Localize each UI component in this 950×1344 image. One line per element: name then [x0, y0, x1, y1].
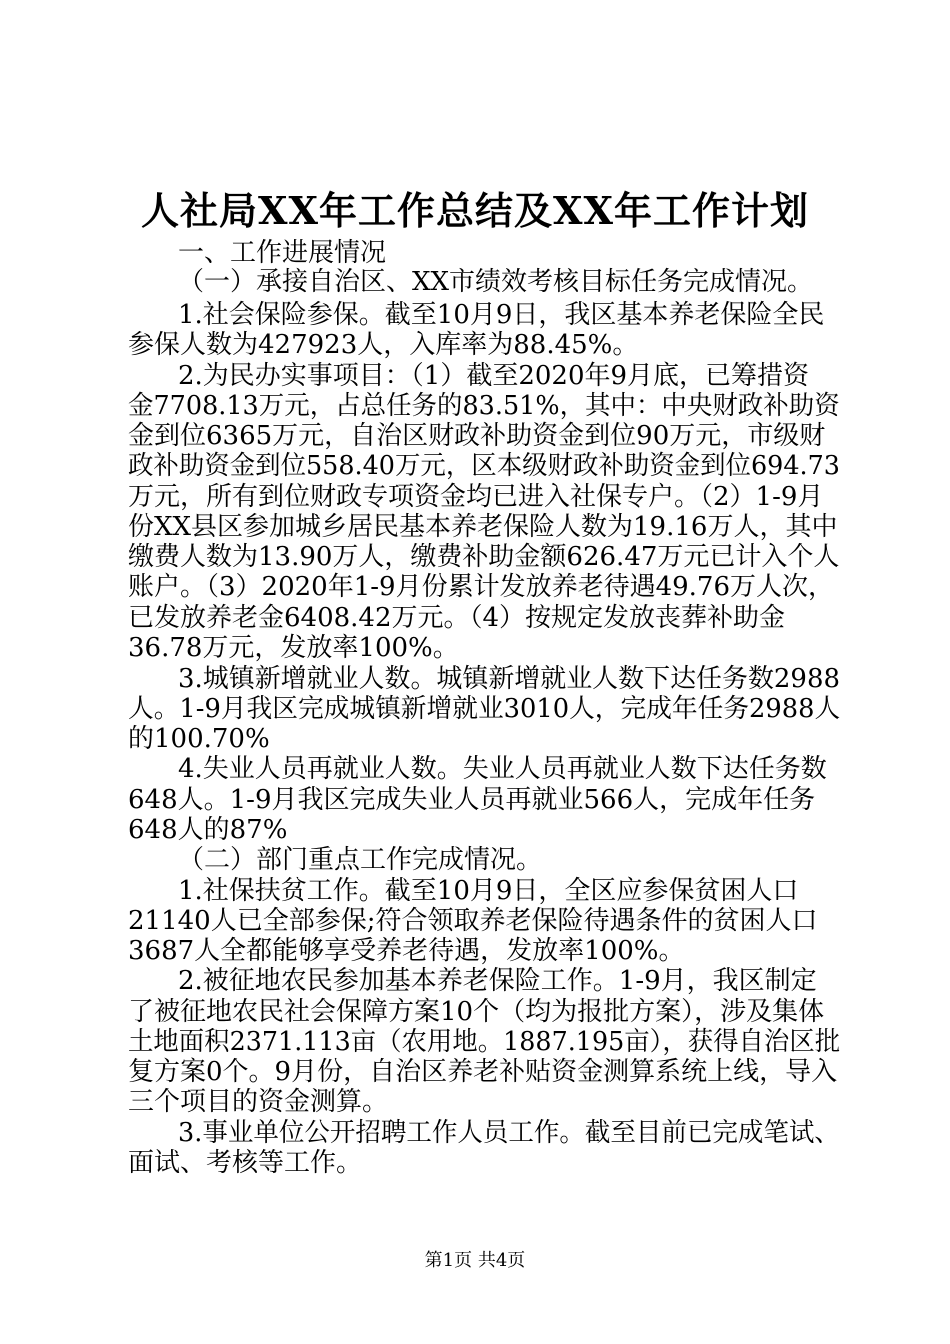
- paragraph-line: 复方案0个。9月份，自治区养老补贴资金测算系统上线，导入: [128, 1057, 838, 1087]
- paragraph-line: 1.社保扶贫工作。截至10月9日，全区应参保贫困人口: [178, 876, 799, 906]
- paragraph-line: 2.被征地农民参加基本养老保险工作。1-9月，我区制定: [178, 966, 817, 996]
- paragraph-line: 2.为民办实事项目：（1）截至2020年9月底，已筹措资: [178, 361, 810, 391]
- paragraph-line: 金7708.13万元，占总任务的83.51%，其中：中央财政补助资: [128, 391, 840, 421]
- paragraph-line: 21140人已全部参保;符合领取养老保险待遇条件的贫困人口: [128, 906, 818, 936]
- paragraph-line: 份XX县区参加城乡居民基本养老保险人数为19.16万人，其中: [128, 512, 838, 542]
- paragraph-line: 36.78万元，发放率100%。: [128, 633, 459, 663]
- paragraph-line: 已发放养老金6408.42万元。（4）按规定发放丧葬补助金: [128, 603, 786, 633]
- paragraph-line: 3687人全都能够享受养老待遇，发放率100%。: [128, 936, 685, 966]
- paragraph-line: 648人。1-9月我区完成失业人员再就业566人，完成年任务: [128, 785, 816, 815]
- paragraph-line: 人。1-9月我区完成城镇新增就业3010人，完成年任务2988人: [128, 694, 841, 724]
- page-title: 人社局XX年工作总结及XX年工作计划: [141, 188, 809, 233]
- paragraph-line: 3.事业单位公开招聘工作人员工作。截至目前已完成笔试、: [178, 1118, 840, 1148]
- paragraph-line: 的100.70%: [128, 724, 270, 754]
- paragraph-line: 3.城镇新增就业人数。城镇新增就业人数下达任务数2988: [178, 664, 840, 694]
- page-footer: 第1页 共4页: [424, 1250, 526, 1271]
- paragraph-line: 万元，所有到位财政专项资金均已进入社保专户。（2）1-9月: [128, 482, 824, 512]
- paragraph-line: 政补助资金到位558.40万元，区本级财政补助资金到位694.73: [128, 451, 840, 481]
- paragraph-line: 4.失业人员再就业人数。失业人员再就业人数下达任务数: [178, 754, 827, 784]
- section-heading: 一、工作进展情况: [178, 238, 387, 268]
- paragraph-line: 土地面积2371.113亩（农用地。1887.195亩），获得自治区批: [128, 1027, 841, 1057]
- paragraph-line: 了被征地农民社会保障方案10个（均为报批方案），涉及集体: [128, 997, 825, 1027]
- subsection-heading: （一）承接自治区、XX市绩效考核目标任务完成情况。: [178, 267, 814, 297]
- subsection-heading: （二）部门重点工作完成情况。: [178, 845, 543, 875]
- paragraph-line: 面试、考核等工作。: [128, 1148, 363, 1178]
- paragraph-line: 参保人数为427923人，入库率为88.45%。: [128, 330, 639, 360]
- paragraph-line: 1.社会保险参保。截至10月9日，我区基本养老保险全民: [178, 300, 825, 330]
- paragraph-line: 三个项目的资金测算。: [128, 1087, 389, 1117]
- paragraph-line: 金到位6365万元，自治区财政补助资金到位90万元，市级财: [128, 421, 826, 451]
- paragraph-line: 缴费人数为13.90万人，缴费补助金额626.47万元已计入个人: [128, 542, 840, 572]
- paragraph-line: 账户。（3）2020年1-9月份累计发放养老待遇49.76万人次，: [128, 572, 835, 602]
- paragraph-line: 648人的87%: [128, 815, 288, 845]
